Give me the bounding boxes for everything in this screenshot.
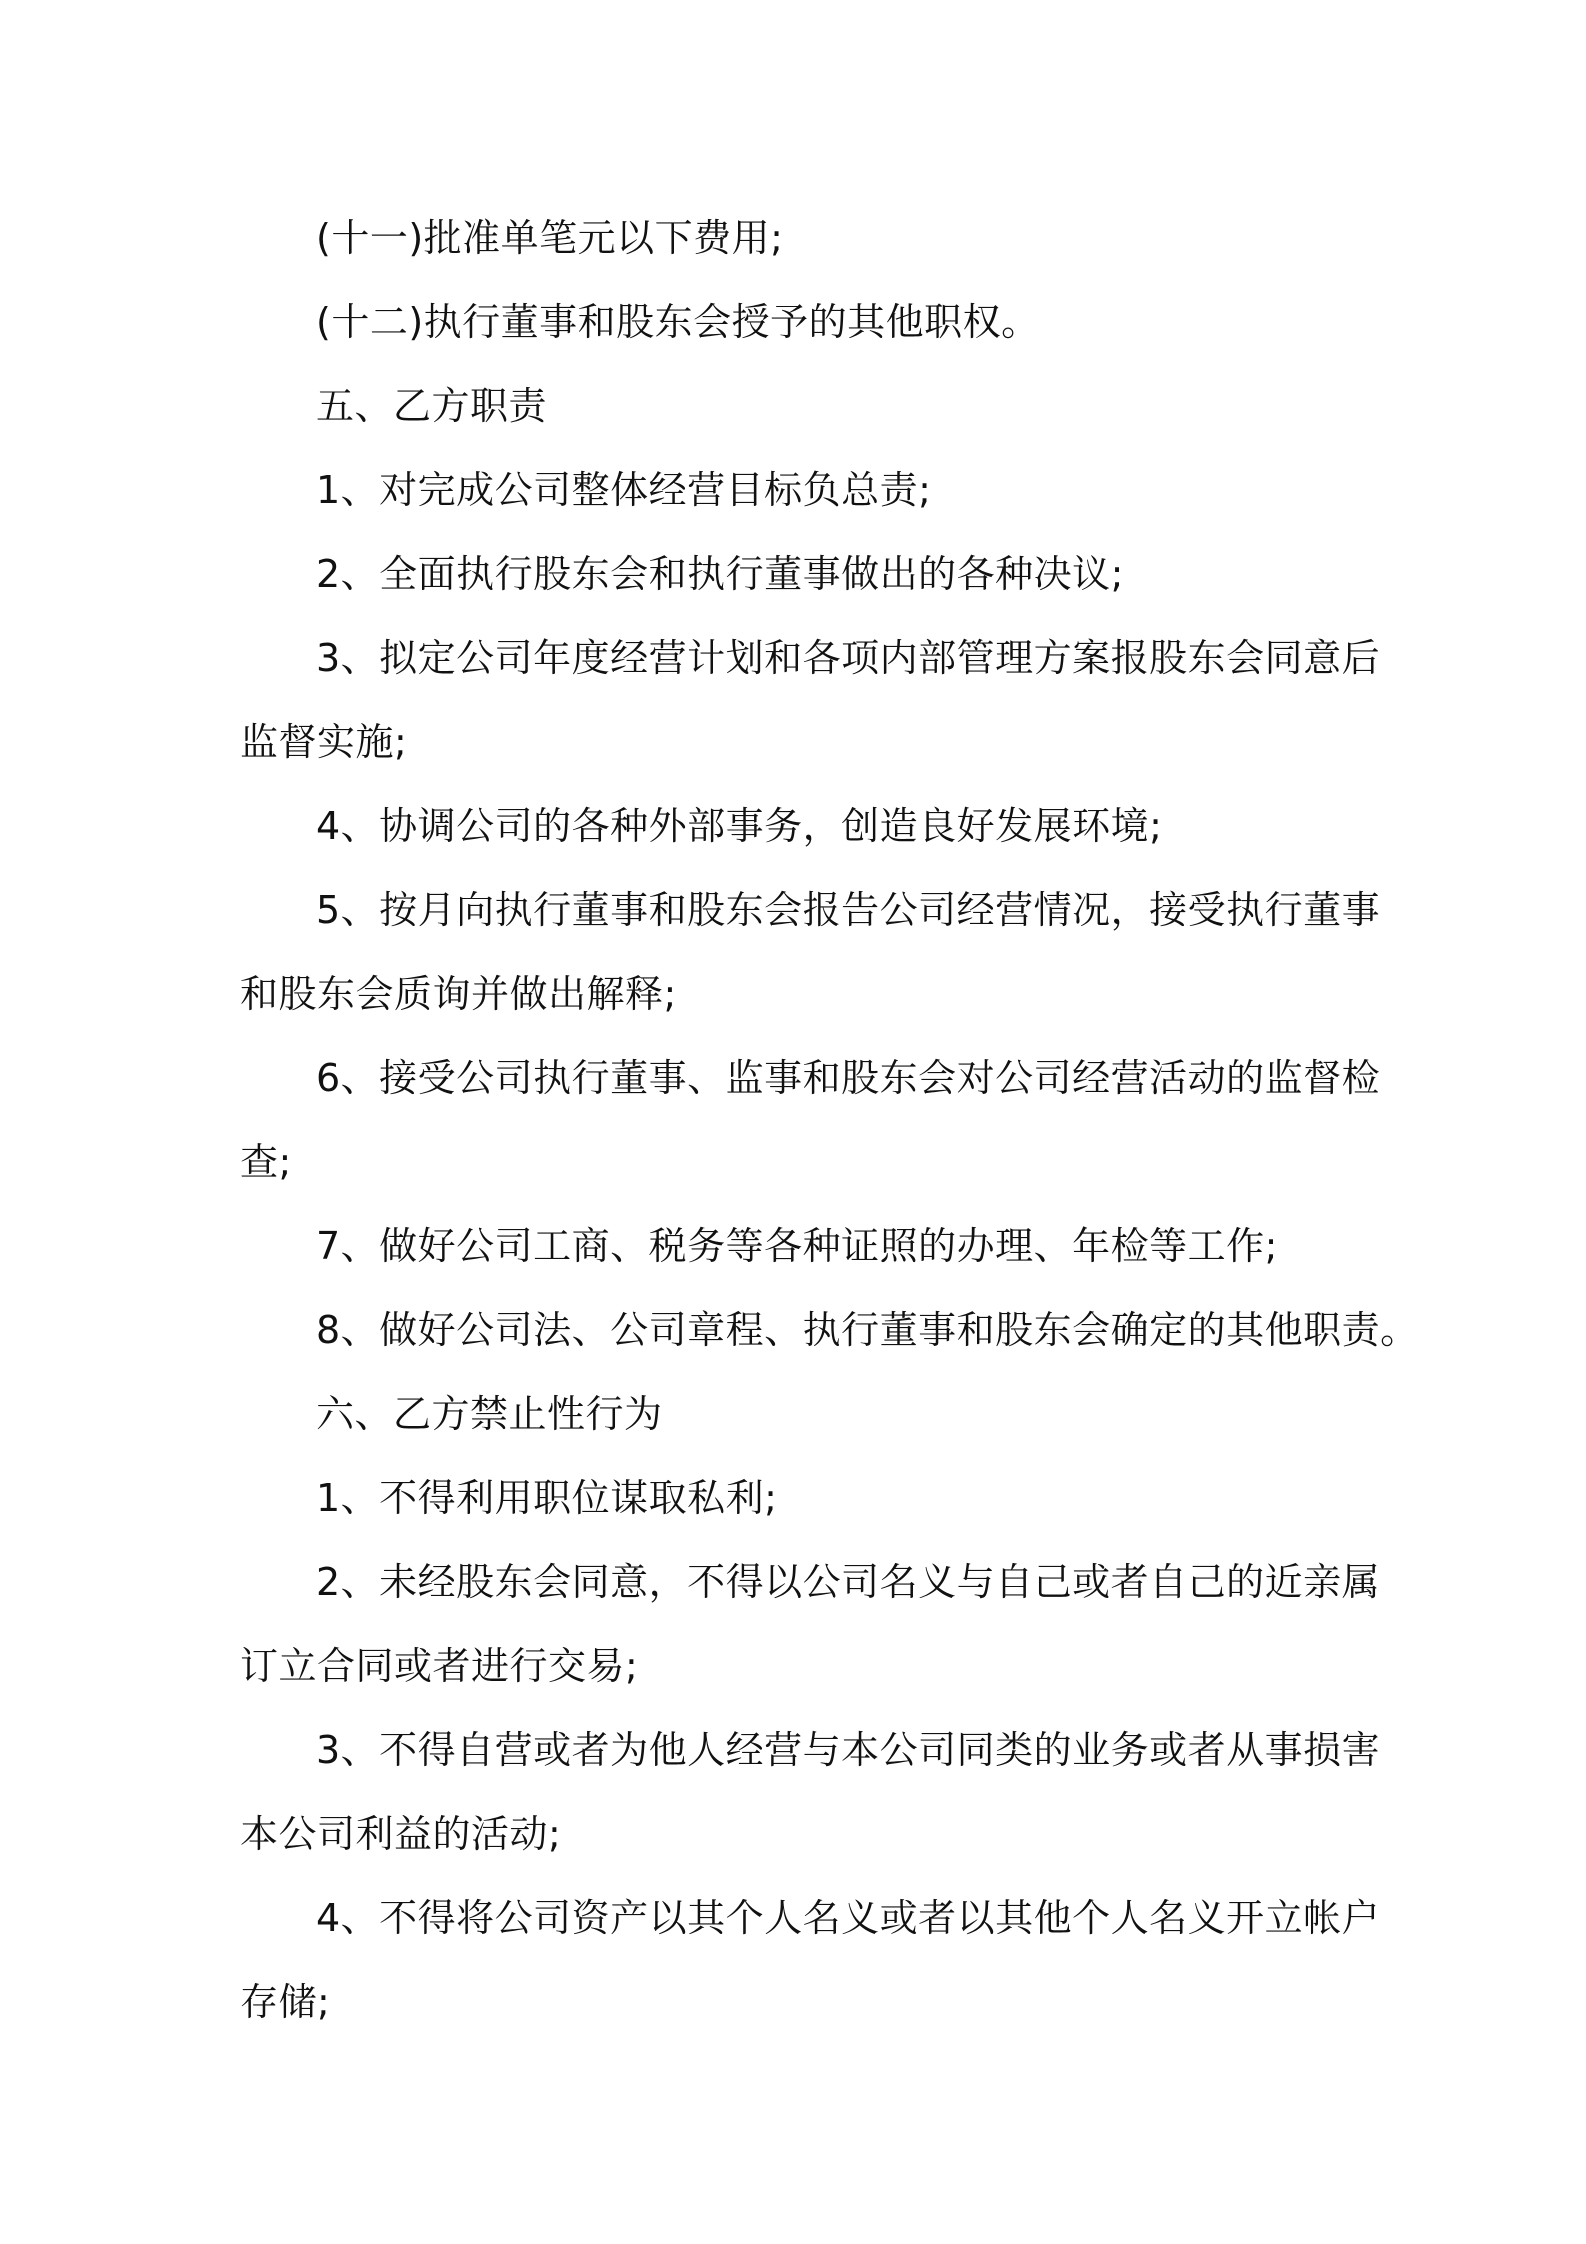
clause-line-continued: 监督实施;: [240, 720, 408, 764]
clause-line: 8、做好公司法、公司章程、执行董事和股东会确定的其他职责。: [316, 1308, 1419, 1352]
clause-line-continued: 存储;: [240, 1980, 331, 2024]
clause-line: 2、未经股东会同意，不得以公司名义与自己或者自己的近亲属: [316, 1560, 1381, 1604]
clause-line-continued: 本公司利益的活动;: [240, 1812, 562, 1856]
clause-line: 1、对完成公司整体经营目标负总责;: [316, 468, 932, 512]
clause-line: 4、不得将公司资产以其个人名义或者以其他个人名义开立帐户: [316, 1896, 1381, 1940]
section-heading: 六、乙方禁止性行为: [316, 1392, 663, 1436]
clause-line: 5、按月向执行董事和股东会报告公司经营情况，接受执行董事: [316, 888, 1381, 932]
clause-line: 6、接受公司执行董事、监事和股东会对公司经营活动的监督检: [316, 1056, 1381, 1100]
clause-line: 7、做好公司工商、税务等各种证照的办理、年检等工作;: [316, 1224, 1278, 1268]
clause-line: 2、全面执行股东会和执行董事做出的各种决议;: [316, 552, 1124, 596]
clause-line-continued: 查;: [240, 1140, 292, 1184]
section-heading: 五、乙方职责: [316, 384, 548, 428]
clause-line: (十二)执行董事和股东会授予的其他职权。: [316, 300, 1040, 344]
clause-line: 3、拟定公司年度经营计划和各项内部管理方案报股东会同意后: [316, 636, 1381, 680]
document-body: [240, 196, 1419, 2044]
clause-line: 1、不得利用职位谋取私利;: [316, 1476, 778, 1520]
clause-line-continued: 订立合同或者进行交易;: [240, 1644, 639, 1688]
clause-line: 4、协调公司的各种外部事务，创造良好发展环境;: [316, 804, 1163, 848]
clause-line: (十一)批准单笔元以下费用;: [316, 216, 784, 260]
clause-line: 3、不得自营或者为他人经营与本公司同类的业务或者从事损害: [316, 1728, 1381, 1772]
clause-line-continued: 和股东会质询并做出解释;: [240, 972, 677, 1016]
